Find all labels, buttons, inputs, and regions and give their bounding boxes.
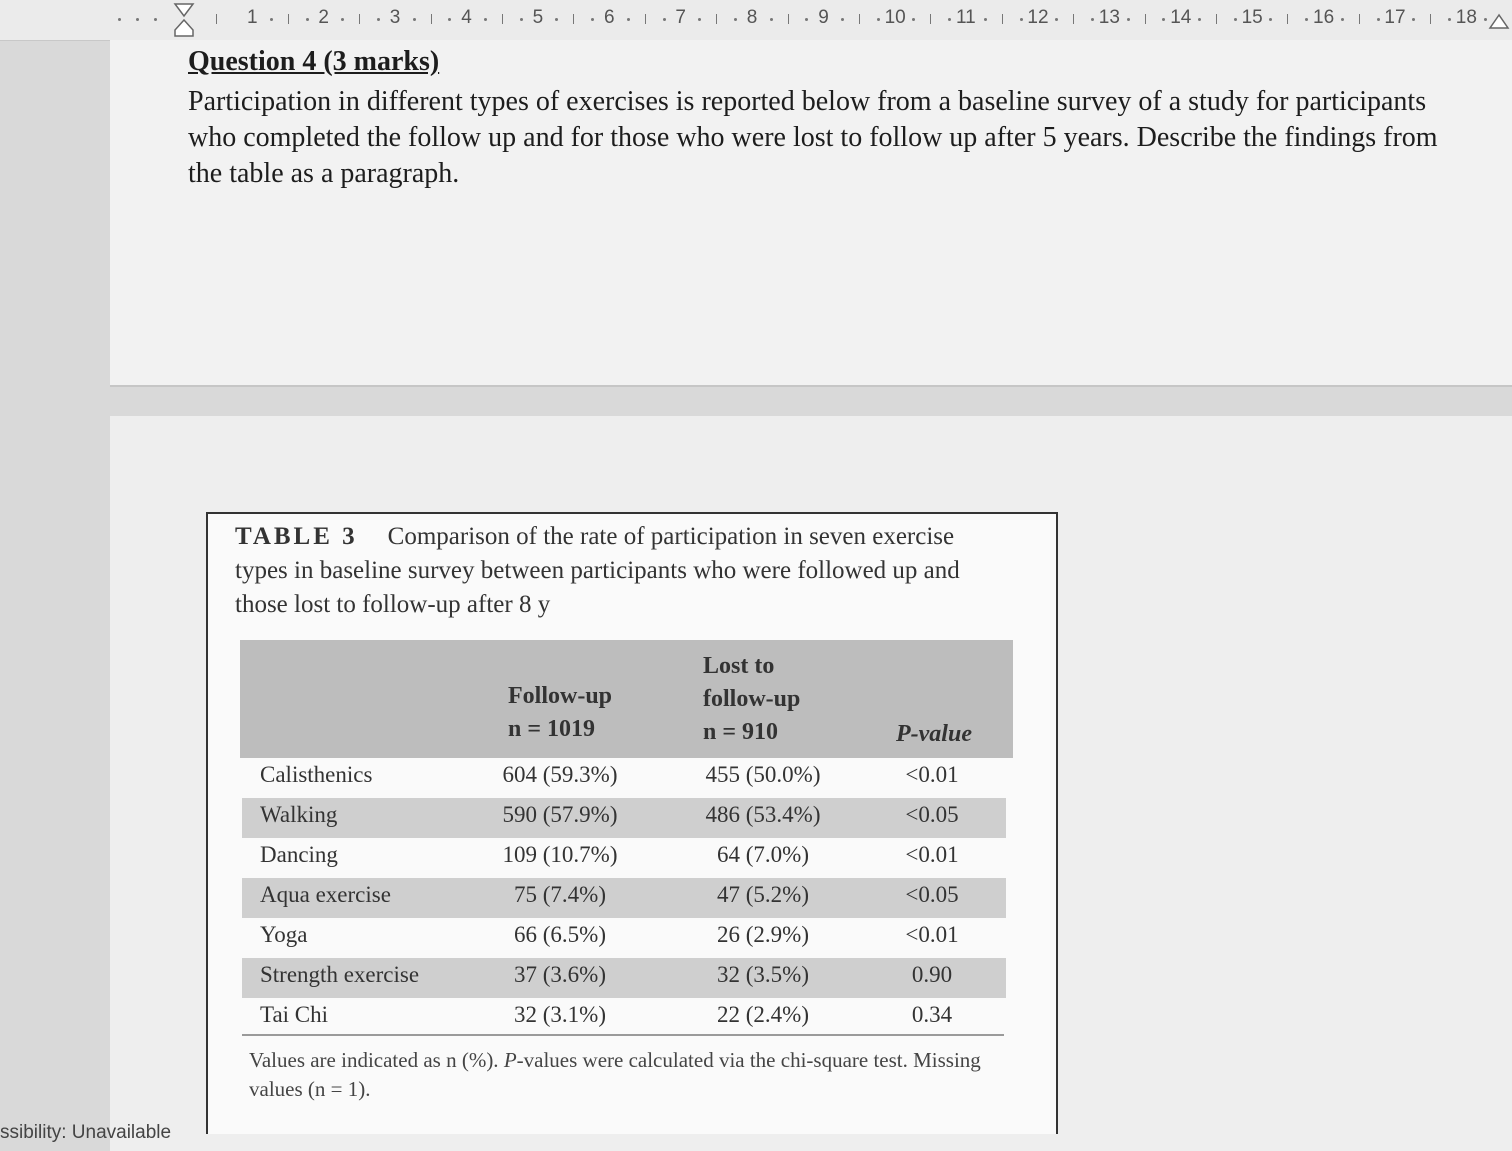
ruler-mark bbox=[1448, 18, 1451, 21]
header-followup: Follow-up n = 1019 bbox=[508, 683, 613, 742]
ruler-number: 9 bbox=[818, 7, 829, 28]
ruler-mark bbox=[341, 18, 344, 21]
table-cell-lost: 64 (7.0%) bbox=[717, 842, 809, 867]
horizontal-ruler[interactable] bbox=[0, 0, 1512, 41]
table-row bbox=[242, 838, 1006, 878]
table-row bbox=[242, 918, 1006, 958]
ruler-mark bbox=[306, 18, 309, 21]
ruler-mark bbox=[573, 14, 574, 24]
table-row bbox=[242, 998, 1006, 1038]
ruler-mark bbox=[1341, 18, 1344, 21]
table-cell-p: <0.01 bbox=[905, 762, 959, 787]
ruler-mark bbox=[930, 14, 931, 24]
table-cell-lost: 26 (2.9%) bbox=[717, 922, 809, 947]
ruler-mark bbox=[1162, 18, 1165, 21]
ruler-mark bbox=[1198, 18, 1201, 21]
table-cell-p: <0.05 bbox=[905, 882, 959, 907]
ruler-mark bbox=[841, 18, 844, 21]
table-cell-name: Strength exercise bbox=[260, 962, 420, 987]
ruler-mark bbox=[118, 18, 121, 21]
ruler-mark bbox=[1020, 18, 1023, 21]
ruler-number: 8 bbox=[746, 7, 758, 28]
ruler-mark bbox=[1269, 18, 1272, 21]
ruler-number: 2 bbox=[318, 7, 329, 28]
ruler-mark bbox=[154, 18, 157, 21]
table-footnote: Values are indicated as n (%). P-values were calculated via the chi-square test. Missing values (n = 1). bbox=[249, 1048, 981, 1101]
table-cell-lost: 22 (2.4%) bbox=[717, 1002, 809, 1027]
ruler-mark bbox=[1287, 14, 1288, 24]
ruler-mark bbox=[136, 18, 139, 21]
ruler-number: 13 bbox=[1098, 7, 1120, 28]
ruler-mark bbox=[484, 18, 487, 21]
ruler-number: 5 bbox=[532, 7, 544, 28]
ruler-mark bbox=[859, 14, 860, 24]
ruler-number: 4 bbox=[461, 7, 472, 28]
table-cell-p: 0.90 bbox=[911, 962, 953, 987]
ruler-mark bbox=[788, 14, 789, 24]
table-cell-followup: 590 (57.9%) bbox=[502, 802, 618, 827]
question-body: Participation in different types of exercises is reported below from a baseline survey of a study for participants who completed the follow up and for those who were lost to follow up after 5 years. Describe the findings from the table as a paragraph. bbox=[188, 86, 1438, 189]
ruler-number: 11 bbox=[956, 7, 976, 28]
ruler-number: 1 bbox=[247, 7, 258, 28]
table-cell-lost: 47 (5.2%) bbox=[717, 882, 809, 907]
table-cell-name: Aqua exercise bbox=[260, 882, 391, 907]
right-indent-marker-icon[interactable] bbox=[1488, 12, 1510, 34]
header-lost: Lost to follow-up n = 910 bbox=[703, 653, 801, 745]
table-caption-text: Comparison of the rate of participation in seven exercise types in baseline survey between participants who were followed up and those lost to follow-up after 8 y bbox=[235, 523, 960, 618]
ruler-mark bbox=[698, 18, 701, 21]
ruler-mark bbox=[1145, 14, 1146, 24]
ruler-mark bbox=[216, 14, 217, 24]
ruler-mark bbox=[1002, 14, 1003, 24]
ruler-mark bbox=[555, 18, 558, 21]
ruler-mark bbox=[770, 18, 773, 21]
ruler-mark bbox=[1484, 18, 1487, 21]
indent-marker-icon[interactable] bbox=[172, 2, 196, 38]
ruler-mark bbox=[448, 18, 451, 21]
ruler-mark bbox=[520, 18, 523, 21]
header-pvalue: P-value bbox=[896, 721, 972, 747]
accessibility-status[interactable]: ssibility: Unavailable bbox=[0, 1122, 172, 1143]
ruler-mark bbox=[645, 14, 646, 24]
ruler-mark bbox=[984, 18, 987, 21]
table-caption bbox=[235, 520, 975, 622]
ruler-number: 18 bbox=[1455, 7, 1477, 28]
ruler-mark bbox=[805, 18, 808, 21]
ruler-mark bbox=[912, 18, 915, 21]
ruler-mark bbox=[1234, 18, 1237, 21]
ruler-mark bbox=[1055, 18, 1058, 21]
ruler-mark bbox=[734, 18, 737, 21]
table-cell-name: Calisthenics bbox=[260, 762, 373, 787]
ruler-number: 3 bbox=[389, 7, 401, 28]
table-cell-followup: 75 (7.4%) bbox=[514, 882, 606, 907]
ruler-mark bbox=[1305, 18, 1308, 21]
table-cell-p: <0.05 bbox=[905, 802, 959, 827]
ruler-mark bbox=[948, 18, 951, 21]
ruler-mark bbox=[413, 18, 416, 21]
table-row bbox=[242, 758, 1006, 798]
table-row bbox=[242, 958, 1006, 998]
ruler-mark bbox=[288, 14, 289, 24]
table-cell-name: Dancing bbox=[260, 842, 338, 867]
ruler-number: 12 bbox=[1027, 7, 1049, 28]
ruler-mark bbox=[1091, 18, 1094, 21]
ruler-mark bbox=[716, 14, 717, 24]
table-cell-lost: 32 (3.5%) bbox=[717, 962, 809, 987]
ruler-mark bbox=[663, 18, 666, 21]
table-cell-lost: 455 (50.0%) bbox=[705, 762, 821, 787]
ruler-mark bbox=[502, 14, 503, 24]
table-cell-name: Yoga bbox=[260, 922, 308, 947]
ruler-number: 7 bbox=[675, 7, 686, 28]
ruler-mark bbox=[627, 18, 630, 21]
ruler-mark bbox=[377, 18, 380, 21]
table-cell-followup: 37 (3.6%) bbox=[514, 962, 606, 987]
table-cell-name: Walking bbox=[260, 802, 338, 827]
table-cell-followup: 604 (59.3%) bbox=[502, 762, 618, 787]
table-header bbox=[240, 640, 1013, 758]
ruler-number: 16 bbox=[1313, 7, 1335, 28]
ruler-mark bbox=[1127, 18, 1130, 21]
ruler-mark bbox=[359, 14, 360, 24]
question-title: Question 4 (3 marks) bbox=[188, 46, 440, 77]
ruler-mark bbox=[1430, 14, 1431, 24]
table-row bbox=[242, 798, 1006, 838]
table-cell-followup: 32 (3.1%) bbox=[514, 1002, 606, 1027]
ruler-number: 14 bbox=[1170, 7, 1192, 28]
ruler-mark bbox=[1073, 14, 1074, 24]
ruler-number: 10 bbox=[884, 7, 906, 28]
table-cell-p: 0.34 bbox=[911, 1002, 953, 1027]
ruler-number: 6 bbox=[604, 7, 615, 28]
table-row bbox=[242, 878, 1006, 918]
table-bottom-rule bbox=[242, 1034, 1004, 1036]
ruler-number: 15 bbox=[1241, 7, 1263, 28]
table-cell-name: Tai Chi bbox=[260, 1002, 329, 1027]
table-cell-lost: 486 (53.4%) bbox=[705, 802, 821, 827]
table-cell-p: <0.01 bbox=[905, 922, 959, 947]
ruler-mark bbox=[270, 18, 273, 21]
table-cell-followup: 109 (10.7%) bbox=[502, 842, 618, 867]
ruler-mark bbox=[591, 18, 594, 21]
ruler-mark bbox=[1216, 14, 1217, 24]
table-tag: TABLE 3 bbox=[235, 523, 358, 550]
ruler-mark bbox=[431, 14, 432, 24]
ruler-mark bbox=[1359, 14, 1360, 24]
ruler-mark bbox=[1412, 18, 1415, 21]
ruler-mark bbox=[1377, 18, 1380, 21]
ruler-mark bbox=[877, 18, 880, 21]
table-cell-p: <0.01 bbox=[905, 842, 959, 867]
ruler-number: 17 bbox=[1384, 7, 1406, 28]
table-cell-followup: 66 (6.5%) bbox=[514, 922, 606, 947]
